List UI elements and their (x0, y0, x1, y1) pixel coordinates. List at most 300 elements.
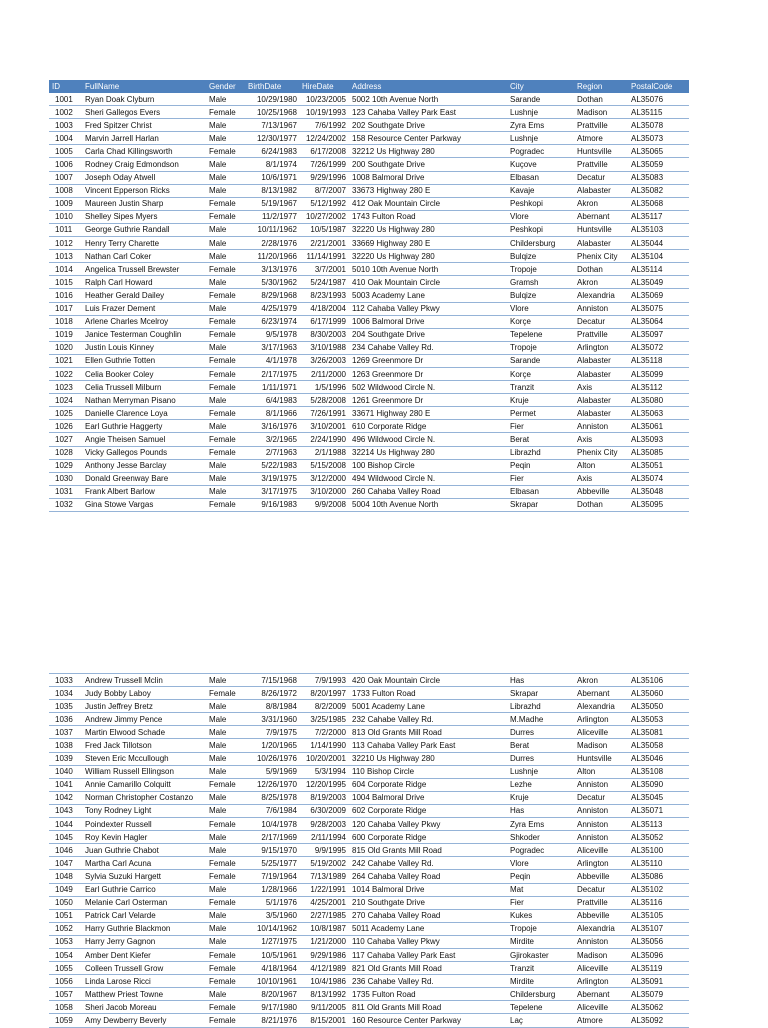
cell-region: Huntsville (574, 752, 628, 765)
cell-birthdate: 6/4/1983 (245, 394, 299, 407)
cell-city: Bulqize (507, 289, 574, 302)
cell-gender: Female (206, 778, 245, 791)
cell-hiredate: 10/19/1993 (299, 106, 349, 119)
table-row (49, 988, 689, 1001)
cell-address: 32220 Us Highway 280 (349, 223, 507, 236)
cell-id: 1015 (49, 276, 82, 289)
cell-city: Tepelene (507, 1001, 574, 1014)
cell-hiredate: 8/13/1992 (299, 988, 349, 1001)
cell-birthdate: 5/22/1983 (245, 459, 299, 472)
cell-postalcode: AL35072 (628, 341, 689, 354)
cell-hiredate: 10/5/1987 (299, 223, 349, 236)
cell-gender: Male (206, 739, 245, 752)
cell-gender: Female (206, 289, 245, 302)
cell-address: 210 Southgate Drive (349, 896, 507, 909)
cell-address: 610 Corporate Ridge (349, 420, 507, 433)
cell-region: Decatur (574, 791, 628, 804)
cell-postalcode: AL35099 (628, 367, 689, 380)
cell-gender: Male (206, 420, 245, 433)
cell-region: Huntsville (574, 145, 628, 158)
cell-gender: Female (206, 367, 245, 380)
cell-hiredate: 8/15/2001 (299, 1014, 349, 1027)
cell-gender: Female (206, 498, 245, 511)
cell-hiredate: 2/27/1985 (299, 909, 349, 922)
cell-birthdate: 10/29/1980 (245, 93, 299, 106)
cell-id: 1016 (49, 289, 82, 302)
cell-city: Gjirokaster (507, 948, 574, 961)
table-row (49, 739, 689, 752)
table-row (49, 700, 689, 713)
cell-birthdate: 3/5/1960 (245, 909, 299, 922)
cell-hiredate: 10/20/2001 (299, 752, 349, 765)
cell-postalcode: AL35091 (628, 975, 689, 988)
cell-postalcode: AL35114 (628, 263, 689, 276)
table-row (49, 883, 689, 896)
cell-postalcode: AL35096 (628, 948, 689, 961)
cell-city: Kruje (507, 394, 574, 407)
cell-region: Alexandria (574, 289, 628, 302)
cell-fullname: Martin Elwood Schade (82, 726, 206, 739)
cell-city: Korçe (507, 315, 574, 328)
cell-region: Alabaster (574, 367, 628, 380)
cell-fullname: Earl Guthrie Haggerty (82, 420, 206, 433)
cell-hiredate: 5/24/1987 (299, 276, 349, 289)
cell-gender: Male (206, 485, 245, 498)
cell-birthdate: 8/8/1984 (245, 700, 299, 713)
cell-address: 200 Southgate Drive (349, 158, 507, 171)
cell-hiredate: 4/18/2004 (299, 302, 349, 315)
cell-postalcode: AL35059 (628, 158, 689, 171)
cell-city: Permet (507, 407, 574, 420)
cell-city: Tepelene (507, 328, 574, 341)
cell-region: Abernant (574, 687, 628, 700)
cell-fullname: Poindexter Russell (82, 818, 206, 831)
cell-gender: Female (206, 197, 245, 210)
table-row (49, 896, 689, 909)
cell-address: 33673 Highway 280 E (349, 184, 507, 197)
cell-hiredate: 8/20/1997 (299, 687, 349, 700)
cell-address: 496 Wildwood Circle N. (349, 433, 507, 446)
cell-fullname: Steven Eric Mccullough (82, 752, 206, 765)
cell-city: Skrapar (507, 498, 574, 511)
cell-birthdate: 3/13/1976 (245, 263, 299, 276)
table-row (49, 752, 689, 765)
table-row (49, 791, 689, 804)
cell-address: 1004 Balmoral Drive (349, 791, 507, 804)
cell-birthdate: 8/20/1967 (245, 988, 299, 1001)
cell-id: 1031 (49, 485, 82, 498)
cell-fullname: William Russell Ellingson (82, 765, 206, 778)
cell-hiredate: 3/10/2000 (299, 485, 349, 498)
cell-city: Librazhd (507, 700, 574, 713)
cell-birthdate: 7/15/1968 (245, 674, 299, 687)
employee-table-2 (49, 673, 689, 1028)
table-row (49, 184, 689, 197)
cell-postalcode: AL35103 (628, 223, 689, 236)
cell-region: Alabaster (574, 407, 628, 420)
cell-postalcode: AL35071 (628, 804, 689, 817)
cell-address: 1014 Balmoral Drive (349, 883, 507, 896)
cell-fullname: Maureen Justin Sharp (82, 197, 206, 210)
cell-gender: Female (206, 1014, 245, 1027)
cell-postalcode: AL35064 (628, 315, 689, 328)
cell-id: 1058 (49, 1001, 82, 1014)
cell-birthdate: 5/9/1969 (245, 765, 299, 778)
cell-id: 1005 (49, 145, 82, 158)
cell-address: 32220 Us Highway 280 (349, 250, 507, 263)
cell-city: Vlore (507, 302, 574, 315)
cell-city: M.Madhe (507, 713, 574, 726)
cell-city: Vlore (507, 857, 574, 870)
cell-hiredate: 3/10/2001 (299, 420, 349, 433)
cell-birthdate: 11/20/1966 (245, 250, 299, 263)
cell-birthdate: 1/11/1971 (245, 381, 299, 394)
table-row (49, 263, 689, 276)
table-row (49, 237, 689, 250)
cell-gender: Female (206, 818, 245, 831)
cell-id: 1026 (49, 420, 82, 433)
cell-fullname: Nathan Carl Coker (82, 250, 206, 263)
cell-address: 1006 Balmoral Drive (349, 315, 507, 328)
cell-gender: Female (206, 870, 245, 883)
cell-hiredate: 7/6/1992 (299, 119, 349, 132)
cell-postalcode: AL35053 (628, 713, 689, 726)
cell-city: Childersburg (507, 237, 574, 250)
cell-address: 123 Cahaba Valley Park East (349, 106, 507, 119)
cell-address: 600 Corporate Ridge (349, 831, 507, 844)
cell-postalcode: AL35045 (628, 791, 689, 804)
cell-region: Decatur (574, 171, 628, 184)
cell-id: 1029 (49, 459, 82, 472)
cell-hiredate: 4/25/2001 (299, 896, 349, 909)
table-row (49, 726, 689, 739)
cell-birthdate: 3/2/1965 (245, 433, 299, 446)
header-id: ID (49, 80, 82, 93)
cell-address: 410 Oak Mountain Circle (349, 276, 507, 289)
cell-hiredate: 9/29/1986 (299, 948, 349, 961)
cell-postalcode: AL35117 (628, 210, 689, 223)
table-row (49, 485, 689, 498)
table-row (49, 674, 689, 687)
cell-address: 1269 Greenmore Dr (349, 354, 507, 367)
cell-gender: Male (206, 302, 245, 315)
cell-postalcode: AL35115 (628, 106, 689, 119)
cell-region: Aliceville (574, 1001, 628, 1014)
cell-city: Sarande (507, 93, 574, 106)
cell-address: 1261 Greenmore Dr (349, 394, 507, 407)
cell-id: 1007 (49, 171, 82, 184)
cell-fullname: Luis Frazer Dement (82, 302, 206, 315)
cell-postalcode: AL35090 (628, 778, 689, 791)
cell-hiredate: 7/26/1991 (299, 407, 349, 420)
cell-city: Kruje (507, 791, 574, 804)
cell-gender: Male (206, 237, 245, 250)
cell-hiredate: 1/21/2000 (299, 935, 349, 948)
cell-fullname: Marvin Jarrell Harlan (82, 132, 206, 145)
cell-postalcode: AL35093 (628, 433, 689, 446)
cell-fullname: Harry Jerry Gagnon (82, 935, 206, 948)
cell-address: 160 Resource Center Parkway (349, 1014, 507, 1027)
cell-hiredate: 1/14/1990 (299, 739, 349, 752)
cell-fullname: Juan Guthrie Chabot (82, 844, 206, 857)
cell-hiredate: 2/24/1990 (299, 433, 349, 446)
cell-postalcode: AL35112 (628, 381, 689, 394)
cell-fullname: Vincent Epperson Ricks (82, 184, 206, 197)
cell-id: 1014 (49, 263, 82, 276)
cell-address: 1735 Fulton Road (349, 988, 507, 1001)
cell-birthdate: 10/25/1968 (245, 106, 299, 119)
cell-city: Skrapar (507, 687, 574, 700)
cell-id: 1038 (49, 739, 82, 752)
cell-id: 1019 (49, 328, 82, 341)
cell-city: Elbasan (507, 485, 574, 498)
table-row (49, 1001, 689, 1014)
cell-address: 5002 10th Avenue North (349, 93, 507, 106)
cell-region: Abernant (574, 988, 628, 1001)
cell-gender: Female (206, 687, 245, 700)
cell-city: Has (507, 804, 574, 817)
table-row (49, 394, 689, 407)
cell-gender: Male (206, 184, 245, 197)
cell-fullname: Anthony Jesse Barclay (82, 459, 206, 472)
table-row (49, 341, 689, 354)
table-row (49, 818, 689, 831)
cell-region: Axis (574, 433, 628, 446)
cell-id: 1018 (49, 315, 82, 328)
cell-gender: Female (206, 106, 245, 119)
cell-fullname: Annie Camarillo Colquitt (82, 778, 206, 791)
cell-city: Bulqize (507, 250, 574, 263)
cell-region: Anniston (574, 420, 628, 433)
cell-birthdate: 10/11/1962 (245, 223, 299, 236)
cell-id: 1055 (49, 962, 82, 975)
cell-address: 494 Wildwood Circle N. (349, 472, 507, 485)
table-row (49, 975, 689, 988)
cell-city: Peshkopi (507, 197, 574, 210)
cell-city: Fier (507, 420, 574, 433)
cell-birthdate: 5/25/1977 (245, 857, 299, 870)
cell-hiredate: 9/11/2005 (299, 1001, 349, 1014)
cell-gender: Male (206, 674, 245, 687)
table-row (49, 250, 689, 263)
cell-city: Lushnje (507, 106, 574, 119)
cell-postalcode: AL35083 (628, 171, 689, 184)
cell-region: Akron (574, 674, 628, 687)
cell-address: 5004 10th Avenue North (349, 498, 507, 511)
cell-birthdate: 7/13/1967 (245, 119, 299, 132)
cell-birthdate: 8/1/1966 (245, 407, 299, 420)
cell-region: Abernant (574, 210, 628, 223)
cell-fullname: Melanie Carl Osterman (82, 896, 206, 909)
cell-address: 1263 Greenmore Dr (349, 367, 507, 380)
cell-city: Pogradec (507, 844, 574, 857)
cell-gender: Female (206, 975, 245, 988)
cell-region: Huntsville (574, 223, 628, 236)
cell-region: Alton (574, 765, 628, 778)
cell-id: 1009 (49, 197, 82, 210)
cell-fullname: Gina Stowe Vargas (82, 498, 206, 511)
cell-fullname: Ryan Doak Clyburn (82, 93, 206, 106)
cell-fullname: Sheri Gallegos Evers (82, 106, 206, 119)
cell-postalcode: AL35108 (628, 765, 689, 778)
cell-address: 113 Cahaba Valley Park East (349, 739, 507, 752)
cell-address: 32212 Us Highway 280 (349, 145, 507, 158)
cell-city: Lushnje (507, 765, 574, 778)
header-birthdate: BirthDate (245, 80, 299, 93)
cell-gender: Male (206, 752, 245, 765)
table-row (49, 381, 689, 394)
table-body (49, 674, 689, 1028)
cell-postalcode: AL35086 (628, 870, 689, 883)
table-row (49, 870, 689, 883)
cell-city: Fier (507, 472, 574, 485)
cell-region: Alexandria (574, 922, 628, 935)
cell-id: 1048 (49, 870, 82, 883)
table-row (49, 472, 689, 485)
cell-address: 5010 10th Avenue North (349, 263, 507, 276)
cell-fullname: Norman Christopher Costanzo (82, 791, 206, 804)
cell-region: Decatur (574, 315, 628, 328)
cell-postalcode: AL35078 (628, 119, 689, 132)
cell-region: Aliceville (574, 844, 628, 857)
cell-city: Durres (507, 726, 574, 739)
cell-gender: Female (206, 145, 245, 158)
cell-address: 236 Cahabe Valley Rd. (349, 975, 507, 988)
cell-hiredate: 4/12/1989 (299, 962, 349, 975)
cell-city: Tranzit (507, 381, 574, 394)
cell-postalcode: AL35074 (628, 472, 689, 485)
cell-region: Akron (574, 276, 628, 289)
cell-id: 1006 (49, 158, 82, 171)
cell-fullname: Arlene Charles Mcelroy (82, 315, 206, 328)
cell-hiredate: 11/14/1991 (299, 250, 349, 263)
header-fullname: FullName (82, 80, 206, 93)
cell-birthdate: 1/27/1975 (245, 935, 299, 948)
cell-gender: Male (206, 844, 245, 857)
cell-city: Peshkopi (507, 223, 574, 236)
cell-gender: Male (206, 119, 245, 132)
cell-id: 1046 (49, 844, 82, 857)
table-row (49, 289, 689, 302)
cell-hiredate: 2/21/2001 (299, 237, 349, 250)
cell-fullname: Frank Albert Barlow (82, 485, 206, 498)
table-row (49, 857, 689, 870)
cell-address: 100 Bishop Circle (349, 459, 507, 472)
cell-city: Elbasan (507, 171, 574, 184)
cell-hiredate: 10/8/1987 (299, 922, 349, 935)
cell-fullname: Sylvia Suzuki Hargett (82, 870, 206, 883)
cell-region: Anniston (574, 804, 628, 817)
cell-fullname: Roy Kevin Hagler (82, 831, 206, 844)
cell-address: 158 Resource Center Parkway (349, 132, 507, 145)
cell-postalcode: AL35079 (628, 988, 689, 1001)
cell-address: 33671 Highway 280 E (349, 407, 507, 420)
cell-id: 1021 (49, 354, 82, 367)
table-row (49, 158, 689, 171)
cell-city: Sarande (507, 354, 574, 367)
cell-region: Arlington (574, 975, 628, 988)
cell-hiredate: 7/13/1989 (299, 870, 349, 883)
header-region: Region (574, 80, 628, 93)
cell-birthdate: 4/18/1964 (245, 962, 299, 975)
cell-fullname: Sheri Jacob Moreau (82, 1001, 206, 1014)
cell-id: 1047 (49, 857, 82, 870)
cell-region: Phenix City (574, 446, 628, 459)
cell-region: Arlington (574, 857, 628, 870)
cell-id: 1043 (49, 804, 82, 817)
table-row (49, 962, 689, 975)
header-hiredate: HireDate (299, 80, 349, 93)
header-row (49, 80, 689, 93)
cell-hiredate: 1/22/1991 (299, 883, 349, 896)
cell-postalcode: AL35116 (628, 896, 689, 909)
cell-gender: Male (206, 171, 245, 184)
header-postalcode: PostalCode (628, 80, 689, 93)
cell-address: 32210 Us Highway 280 (349, 752, 507, 765)
table-row (49, 315, 689, 328)
cell-birthdate: 11/2/1977 (245, 210, 299, 223)
cell-region: Prattville (574, 158, 628, 171)
cell-birthdate: 8/29/1968 (245, 289, 299, 302)
cell-birthdate: 5/19/1967 (245, 197, 299, 210)
cell-address: 604 Corporate Ridge (349, 778, 507, 791)
cell-region: Abbeville (574, 909, 628, 922)
cell-gender: Male (206, 459, 245, 472)
cell-postalcode: AL35104 (628, 250, 689, 263)
cell-birthdate: 7/6/1984 (245, 804, 299, 817)
cell-region: Prattville (574, 896, 628, 909)
cell-address: 112 Cahaba Valley Pkwy (349, 302, 507, 315)
cell-address: 110 Cahaba Valley Pkwy (349, 935, 507, 948)
cell-id: 1028 (49, 446, 82, 459)
cell-city: Peqin (507, 870, 574, 883)
cell-birthdate: 6/23/1974 (245, 315, 299, 328)
cell-birthdate: 3/19/1975 (245, 472, 299, 485)
cell-postalcode: AL35049 (628, 276, 689, 289)
cell-gender: Male (206, 713, 245, 726)
cell-hiredate: 6/17/1999 (299, 315, 349, 328)
cell-region: Dothan (574, 498, 628, 511)
cell-gender: Male (206, 250, 245, 263)
cell-id: 1053 (49, 935, 82, 948)
cell-id: 1023 (49, 381, 82, 394)
cell-address: 234 Cahabe Valley Rd. (349, 341, 507, 354)
cell-id: 1041 (49, 778, 82, 791)
cell-id: 1040 (49, 765, 82, 778)
cell-id: 1003 (49, 119, 82, 132)
table-body (49, 93, 689, 512)
cell-postalcode: AL35051 (628, 459, 689, 472)
cell-fullname: Linda Larose Ricci (82, 975, 206, 988)
cell-address: 117 Cahaba Valley Park East (349, 948, 507, 961)
cell-region: Phenix City (574, 250, 628, 263)
cell-id: 1036 (49, 713, 82, 726)
cell-city: Berat (507, 739, 574, 752)
cell-city: Fier (507, 896, 574, 909)
cell-postalcode: AL35068 (628, 197, 689, 210)
cell-postalcode: AL35048 (628, 485, 689, 498)
cell-region: Akron (574, 197, 628, 210)
cell-id: 1044 (49, 818, 82, 831)
cell-fullname: Andrew Trussell Mclin (82, 674, 206, 687)
cell-fullname: Nathan Merryman Pisano (82, 394, 206, 407)
cell-postalcode: AL35075 (628, 302, 689, 315)
cell-city: Zyra Ems (507, 818, 574, 831)
cell-birthdate: 10/10/1961 (245, 975, 299, 988)
table-row (49, 93, 689, 106)
cell-fullname: Carla Chad Killingsworth (82, 145, 206, 158)
cell-hiredate: 9/28/2003 (299, 818, 349, 831)
